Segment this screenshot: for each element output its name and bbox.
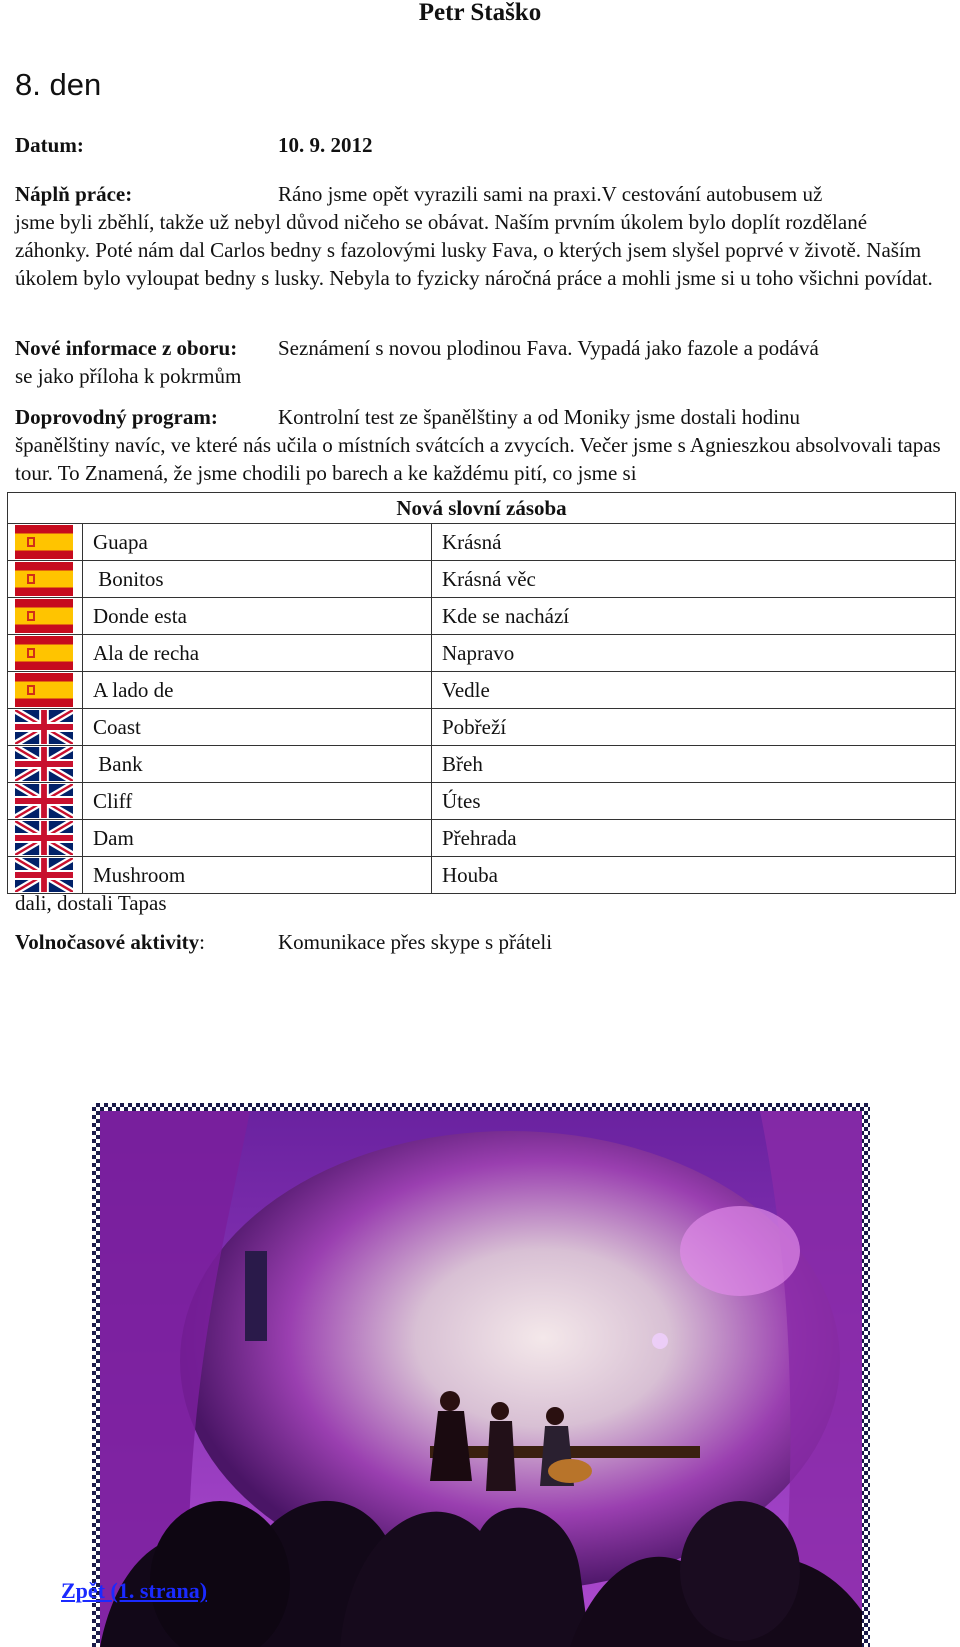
flag-cell	[8, 746, 83, 783]
program-section	[15, 403, 945, 487]
spain-flag-icon	[8, 599, 82, 633]
author-name: Petr Staško	[418, 0, 542, 26]
back-to-first-page-link[interactable]: Zpět (1. strana)	[61, 1578, 208, 1603]
leisure-section	[15, 928, 552, 956]
vocabulary-word: Donde esta	[83, 598, 432, 635]
spain-flag-icon	[8, 673, 82, 707]
vocabulary-translation: Vedle	[432, 672, 956, 709]
vocabulary-row	[8, 857, 956, 894]
vocabulary-translation: Kde se nachází	[432, 598, 956, 635]
vocabulary-row	[8, 635, 956, 672]
flag-cell	[8, 524, 83, 561]
vocabulary-translation: Napravo	[432, 635, 956, 672]
leisure-label: Volnočasové aktivity	[15, 930, 200, 954]
date-value: 10. 9. 2012	[278, 133, 373, 157]
vocabulary-row	[8, 598, 956, 635]
vocabulary-row	[8, 746, 956, 783]
photo-illustration	[100, 1111, 862, 1647]
spain-flag-icon	[8, 562, 82, 596]
vocabulary-row	[8, 561, 956, 598]
vocabulary-word: Bank	[83, 746, 432, 783]
new-info-text-rest: se jako příloha k pokrmům	[15, 364, 242, 388]
vocabulary-row	[8, 709, 956, 746]
vocabulary-row	[8, 783, 956, 820]
uk-flag-icon	[8, 821, 82, 855]
program-label: Doprovodný program:	[15, 405, 218, 429]
flag-cell	[8, 783, 83, 820]
vocabulary-word: Guapa	[83, 524, 432, 561]
new-info-section	[15, 334, 945, 390]
new-info-label: Nové informace z oboru:	[15, 336, 238, 360]
vocabulary-translation: Houba	[432, 857, 956, 894]
vocabulary-row	[8, 820, 956, 857]
program-text-rest: španělštiny navíc, ve které nás učila o místních svátcích a zvycích. Večer jsme s Agnieszkou absolvovali tapas tour. To Znamená, že jsme chodili po barech a ke každému pití, co jsme si	[15, 433, 941, 485]
page-heading: 8. den	[15, 67, 102, 102]
uk-flag-icon	[8, 747, 82, 781]
vocabulary-translation: Břeh	[432, 746, 956, 783]
work-section	[15, 180, 945, 292]
vocabulary-word: Bonitos	[83, 561, 432, 598]
vocabulary-translation: Krásná	[432, 524, 956, 561]
vocabulary-translation: Přehrada	[432, 820, 956, 857]
work-text-first: Ráno jsme opět vyrazili sami na praxi.V cestování autobusem už	[278, 182, 823, 206]
vocabulary-translation: Pobřeží	[432, 709, 956, 746]
uk-flag-icon	[8, 858, 82, 892]
vocabulary-word: Cliff	[83, 783, 432, 820]
flag-cell	[8, 598, 83, 635]
vocabulary-translation: Krásná věc	[432, 561, 956, 598]
date-label: Datum:	[15, 133, 84, 157]
vocabulary-word: Coast	[83, 709, 432, 746]
program-continuation: dali, dostali Tapas	[15, 891, 167, 915]
uk-flag-icon	[8, 784, 82, 818]
vocabulary-word: A lado de	[83, 672, 432, 709]
flamenco-photo	[100, 1111, 862, 1647]
new-info-text-first: Seznámení s novou plodinou Fava. Vypadá jako fazole a podává	[278, 336, 819, 360]
flag-cell	[8, 820, 83, 857]
flag-cell	[8, 709, 83, 746]
vocabulary-translation: Útes	[432, 783, 956, 820]
vocabulary-table	[7, 492, 956, 894]
vocabulary-word: Mushroom	[83, 857, 432, 894]
work-label: Náplň práce:	[15, 182, 133, 206]
vocabulary-row	[8, 672, 956, 709]
uk-flag-icon	[8, 710, 82, 744]
flag-cell	[8, 561, 83, 598]
photo-frame	[92, 1103, 870, 1647]
flag-cell	[8, 635, 83, 672]
spain-flag-icon	[8, 636, 82, 670]
vocabulary-word: Dam	[83, 820, 432, 857]
date-row	[15, 131, 945, 159]
vocabulary-word: Ala de recha	[83, 635, 432, 672]
flag-cell	[8, 672, 83, 709]
work-text-rest: jsme byli zběhlí, takže už nebyl důvod ničeho se obávat. Naším prvním úkolem bylo doplít rozdělané záhonky. Poté nám dal Carlos bedny s fazolovými lusky Fava, o kterých jsem slyšel poprvé v životě. Naším úkolem bylo vyloupat bedny s lusky. Nebyla to fyzicky náročná práce a mohli jsme si u toho všichni povídat.	[15, 210, 933, 290]
vocabulary-caption: Nová slovní zásoba	[8, 493, 956, 524]
program-text-first: Kontrolní test ze španělštiny a od Moniky jsme dostali hodinu	[278, 405, 801, 429]
spain-flag-icon	[8, 525, 82, 559]
flag-cell	[8, 857, 83, 894]
leisure-text: Komunikace přes skype s přáteli	[278, 930, 553, 954]
vocabulary-row	[8, 524, 956, 561]
leisure-colon: :	[199, 930, 205, 954]
